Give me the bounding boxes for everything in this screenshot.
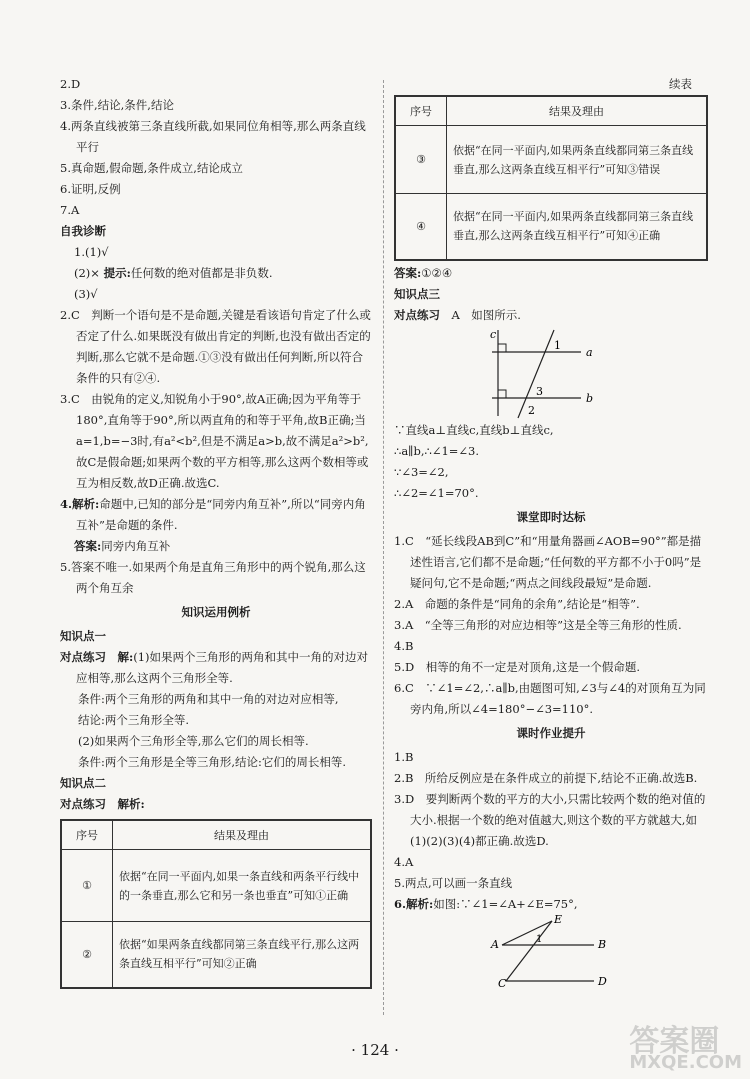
line-EC [506, 921, 552, 981]
parallel-lines-figure [396, 326, 696, 420]
answer-line [60, 263, 372, 284]
knowledge-point-heading: 知识点三 [394, 286, 440, 301]
answer-paragraph: 1.C “延长线段AB到C”和“用量角器画∠AOB=90°”都是描述性语言,它们都不是命题;“任何数的平方都不小于0吗”是疑问句,它不是命题;“两点之间线段最短”是命题. [394, 533, 702, 590]
answer-line: (2)如果两个三角形全等,那么它们的周长相等. [78, 734, 309, 748]
answer-line: 5.D 相等的角不一定是对顶角,这是一个假命题. [394, 659, 641, 674]
label-B: B [598, 937, 607, 951]
answer-paragraph: 4.解析:命题中,已知的部分是“同旁内角互补”,所以“同旁内角互补”是命题的条件. [60, 497, 366, 532]
answer-line: 条件:两个三角形是全等三角形,结论:它们的周长相等. [78, 755, 347, 769]
answer-paragraph: 3.A “全等三角形的对应边相等”这是全等三角形的性质. [394, 617, 682, 632]
answer-paragraph: 3.C 由锐角的定义,知锐角小于90°,故A正确;因为平角等于180°,直角等于90°,所以两直角的和等于平角,故B正确;当a=1,b=−3时,有a²<b²,但是不满足a>b,故不满足a²>b²,故C是假命题;如果两个数的平方相等,那么这两个数相等或互为相反数,故D正确.故选C. [60, 392, 369, 490]
label-E: E [554, 914, 563, 926]
table-row: ③ 依据“在同一平面内,如果两条直线都同第三条直线垂直,那么这两条直线互相平行”可知③错误 [395, 126, 707, 194]
answer-line: 答案:同旁内角互补 [74, 539, 171, 553]
watermark: 答案圈 MXQE.COM [629, 1024, 742, 1073]
proof-line: ∵直线a⊥直线c,直线b⊥直线c, [394, 422, 554, 437]
line-AE [502, 921, 552, 945]
answer-paragraph: 6.C ∵∠1=∠2,∴a∥b,由题图可知,∠3与∠4的对顶角互为同旁内角,所以∠4=180°−∠3=110°. [394, 680, 706, 716]
section-title: 课时作业提升 [516, 725, 586, 740]
answer-label: 答案: [74, 539, 102, 553]
section-title: 知识运用例析 [181, 605, 251, 619]
hint-text: 任何数的绝对值都是非负数. [130, 266, 273, 280]
label-c: c [490, 327, 497, 341]
table-header: 结果及理由 [113, 820, 372, 850]
table-header: 序号 [61, 820, 113, 850]
answer-line: 6.证明,反例 [60, 182, 121, 196]
answer-line: (3)√ [74, 287, 98, 301]
answer-line: 1.B [394, 749, 414, 764]
right-angle-mark [498, 344, 506, 352]
label-C: C [498, 976, 507, 989]
answer-label: 答案: [394, 265, 422, 280]
reason-table-continued [394, 95, 708, 261]
angle-3: 3 [536, 384, 543, 398]
analysis-label: 4.解析: [60, 497, 100, 511]
column-divider [383, 80, 384, 1015]
knowledge-point-heading: 知识点二 [60, 776, 106, 790]
knowledge-point-heading: 知识点一 [60, 629, 106, 643]
hint-label: 提示: [103, 266, 131, 280]
answer-line: 7.A [60, 203, 80, 217]
label-A: A [491, 937, 499, 951]
answer-line: 4.B [394, 638, 414, 653]
answer-line: 6.解析:如图:∵∠1=∠A+∠E=75°, [394, 896, 578, 911]
reason-table [60, 819, 372, 989]
answer-paragraph: 3.D 要判断两个数的平方的大小,只需比较两个数的绝对值的大小.根据一个数的绝对值越大,则这个数的平方就越大,如(1)(2)(3)(4)都正确.故选D. [394, 791, 706, 848]
transversal [518, 330, 554, 418]
proof-line: ∴∠2=∠1=70°. [394, 485, 479, 500]
answer-line: 2.D [60, 77, 81, 91]
table-header: 序号 [395, 96, 447, 126]
answer-line: 条件:两个三角形的两角和其中一角的对边对应相等, [78, 692, 339, 706]
continued-label: 续表 [669, 77, 692, 91]
proof-line: ∵∠3=∠2, [394, 464, 449, 479]
table-row: ④ 依据“在同一平面内,如果两条直线都同第三条直线垂直,那么这两条直线互相平行”可知④正确 [395, 194, 707, 260]
label-b: b [586, 391, 594, 405]
angle-figure [394, 915, 694, 989]
angle-1: 1 [536, 933, 543, 945]
answer-mark: (2)× [74, 266, 100, 280]
practice-label: 对点练习 [394, 307, 440, 322]
answer-paragraph: 5.答案不唯一.如果两个角是直角三角形中的两个锐角,那么这两个角互余 [60, 560, 366, 595]
right-angle-mark [498, 390, 506, 398]
section-title: 课堂即时达标 [516, 509, 586, 524]
answer-paragraph: 2.B 所给反例应是在条件成立的前提下,结论不正确.故选B. [394, 770, 698, 785]
answer-line: 5.真命题,假命题,条件成立,结论成立 [60, 161, 243, 175]
section-heading: 自我诊断 [60, 224, 106, 238]
answer-line: 3.条件,结论,条件,结论 [60, 98, 174, 112]
proof-line: ∴a∥b,∴∠1=∠3. [394, 443, 480, 458]
table-header: 结果及理由 [447, 96, 708, 126]
answer-line: 5.两点,可以画一条直线 [394, 875, 513, 890]
answer-paragraph: 2.A 命题的条件是“同角的余角”,结论是“相等”. [394, 596, 640, 611]
label-D: D [598, 974, 607, 988]
answer-line: 答案:①②④ [394, 265, 453, 280]
angle-2: 2 [528, 403, 535, 417]
practice-label: 对点练习 [60, 797, 106, 811]
angle-1: 1 [554, 338, 561, 352]
analysis-label: 6.解析: [394, 896, 434, 911]
answer-line: 4.两条直线被第三条直线所截,如果同位角相等,那么两条直线平行 [60, 119, 366, 154]
practice-label: 对点练习 [60, 650, 106, 664]
answer-paragraph: 对点练习 解:(1)如果两个三角形的两角和其中一角的对边对应相等,那么这两个三角形全等. [60, 650, 369, 685]
right-column [394, 74, 708, 989]
answer-line: 对点练习 解析: [60, 797, 145, 811]
answer-line: 4.A [394, 854, 414, 869]
answer-line: 对点练习 A 如图所示. [394, 307, 521, 322]
label-a: a [586, 345, 593, 359]
page-number: · 124 · [351, 1041, 399, 1059]
left-column [60, 74, 372, 989]
table-row: ① 依据“在同一平面内,如果一条直线和两条平行线中的一条垂直,那么它和另一条也垂直”可知①正确 [61, 850, 371, 922]
answer-paragraph: 2.C 判断一个语句是不是命题,关键是看该语句肯定了什么或否定了什么.如果既没有做出肯定的判断,也没有做出否定的判断,那么它就不是命题.①③没有做出任何判断,所以符合条件的只有②④. [60, 308, 371, 385]
answer-line: 结论:两个三角形全等. [78, 713, 190, 727]
answer-line: 1.(1)√ [74, 245, 109, 259]
table-row: ② 依据“如果两条直线都同第三条直线平行,那么这两条直线互相平行”可知②正确 [61, 922, 371, 988]
